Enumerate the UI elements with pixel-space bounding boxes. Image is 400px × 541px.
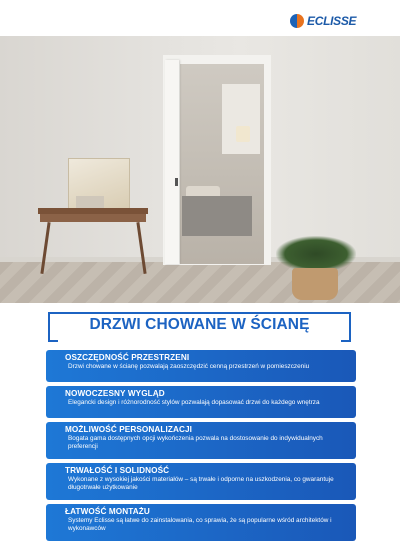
header-bar — [0, 0, 400, 36]
brand-name: ECLISSE — [307, 14, 357, 28]
feature-description: Bogata gama dostępnych opcji wykończenia pozwala na dostosowanie do indywidualnych preferencji — [68, 435, 323, 450]
door-handle — [175, 178, 178, 186]
feature-title: MOŻLIWOŚĆ PERSONALIZACJI — [65, 425, 193, 434]
books — [76, 196, 104, 208]
plant-pot — [292, 268, 338, 300]
feature-description: Systemy Eclisse są łatwe do zainstalowania, co sprawia, że są popularne wśród architektów i wykonawców — [68, 517, 332, 532]
feature-description: Wykonane z wysokiej jakości materiałów – są trwałe i odporne na uszkodzenia, co gwarantuje długotrwałe użytkowanie — [68, 476, 334, 491]
feature-description: Drzwi chowane w ścianę pozwalają zaoszczędzić cenną przestrzeń w pomieszczeniu — [68, 363, 310, 370]
plant-leaves — [276, 236, 356, 272]
bedroom-bed — [182, 196, 252, 236]
feature-card-personalization — [46, 422, 356, 459]
heading-underline — [341, 340, 351, 342]
feature-description: Elegancki design i różnorodność stylów pozwalają dopasować drzwi do każdego wnętrza — [68, 399, 320, 406]
feature-card-space-saving — [46, 350, 356, 382]
feature-title: NOWOCZESNY WYGLĄD — [65, 389, 165, 398]
brand-logo — [290, 13, 356, 29]
bedroom-window — [222, 84, 260, 154]
console-table-drawer — [40, 214, 146, 222]
feature-title: ŁATWOŚĆ MONTAŻU — [65, 507, 150, 516]
heading-underline — [48, 340, 58, 342]
feature-card-durability — [46, 463, 356, 500]
page-title: DRZWI CHOWANE W ŚCIANĘ — [89, 316, 310, 333]
hero-photo — [0, 36, 400, 303]
feature-card-modern-look — [46, 386, 356, 418]
feature-card-easy-installation — [46, 504, 356, 541]
feature-title: TRWAŁOŚĆ I SOLIDNOŚĆ — [65, 466, 170, 475]
logo-emblem-icon — [290, 14, 304, 28]
pocket-door — [165, 60, 179, 264]
lamp-icon — [236, 126, 250, 142]
feature-title: OSZCZĘDNOŚĆ PRZESTRZENI — [65, 353, 190, 362]
